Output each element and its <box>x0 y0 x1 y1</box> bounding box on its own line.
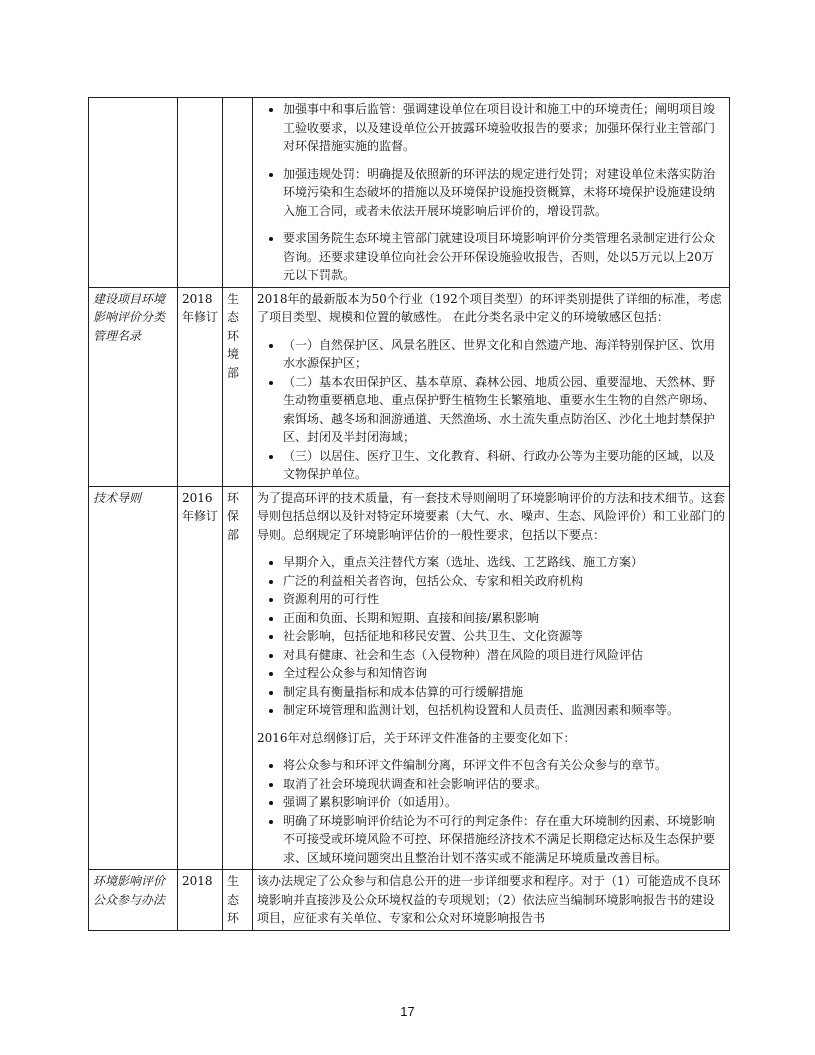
bullet-list <box>257 756 725 867</box>
list-item: • 早期介入，重点关注替代方案（选址、选线、工艺路线、施工方案） <box>283 553 725 572</box>
list-item: • 加强违规处罚：明确提及依照新的环评法的规定进行处罚；对建设单位未落实防治环境污染和生态破坏的措施以及环境保护设施投资概算，未将环境保护设施建设纳入施工合同，或者未依法开展环境影响后评价的，增设罚款。 <box>283 165 725 221</box>
bullet-list <box>257 336 725 484</box>
regulation-title <box>89 98 178 288</box>
table-row <box>89 287 730 486</box>
content-intro: 为了提高环评的技术质量，有一套技术导则阐明了环境影响评价的方法和技术细节。这套导则包括总纲以及针对特定环境要素（大气、水、噪声、生态、风险评价）和工业部门的导则。总纲规定了环境影响评估价的一般性要求，包括以下要点： <box>257 490 726 542</box>
list-item: • 全过程公众参与和知情咨询 <box>283 664 725 683</box>
regulation-agency <box>223 98 253 288</box>
table-row <box>89 486 730 870</box>
table-row <box>89 870 730 931</box>
regulation-content <box>253 870 730 931</box>
regulation-agency: 生态环境部 <box>223 287 253 486</box>
list-item: • 强调了累积影响评价（如适用）。 <box>283 793 725 812</box>
list-item: • 加强事中和事后监管：强调建设单位在项目设计和施工中的环境责任；阐明项目竣工验收要求，以及建设单位公开披露环境验收报告的要求；加强环保行业主管部门对环保措施实施的监督。 <box>283 100 725 156</box>
regulation-agency: 环保部 <box>223 486 253 870</box>
list-item: • 取消了社会环境现状调查和社会影响评估的要求。 <box>283 775 725 794</box>
bullet-list <box>257 100 725 285</box>
list-item: • 社会影响，包括征地和移民安置、公共卫生、文化资源等 <box>283 627 725 646</box>
list-item: • （一）自然保护区、风景名胜区、世界文化和自然遗产地、海洋特别保护区、饮用水水源保护区； <box>283 336 725 373</box>
regulation-year <box>178 98 223 288</box>
list-item: • 对具有健康、社会和生态（入侵物种）潜在风险的项目进行风险评估 <box>283 646 725 665</box>
regulation-content <box>253 98 730 288</box>
content-intro: 2018年的最新版本为50个行业（192个项目类型）的环评类别提供了详细的标准，考虑了项目类型、规模和位置的敏感性。 在此分类名录中定义的环境敏感区包括： <box>257 291 722 324</box>
regulation-title: 环境影响评价公众参与办法 <box>89 870 178 931</box>
list-item: • （三）以居住、医疗卫生、文化教育、科研、行政办公等为主要功能的区域，以及文物保护单位。 <box>283 447 725 484</box>
bullet-list <box>257 553 725 720</box>
list-item: • （二）基本农田保护区、基本草原、森林公园、地质公园、重要湿地、天然林、野生动物重要栖息地、重点保护野生植物生长繁殖地、重要水生生物的自然产卵场、索饵场、越冬场和洄游通道、天然渔场、水土流失重点防治区、沙化土地封禁保护区、封闭及半封闭海域； <box>283 373 725 447</box>
list-item: • 制定环境管理和监测计划，包括机构设置和人员责任、监测因素和频率等。 <box>283 701 725 720</box>
regulation-content <box>253 486 730 870</box>
regulation-content <box>253 287 730 486</box>
list-item: • 将公众参与和环评文件编制分离，环评文件不包含有关公众参与的章节。 <box>283 756 725 775</box>
table-row <box>89 98 730 288</box>
page-number: 17 <box>400 1004 415 1019</box>
regulation-year: 2016年修订 <box>178 486 223 870</box>
content-paragraph: 2016年对总纲修订后，关于环评文件准备的主要变化如下： <box>257 730 576 745</box>
list-item: • 要求国务院生态环境主管部门就建设项目环境影响评价分类管理名录制定进行公众咨询。还要求建设单位向社会公开环保设施验收报告，否则，处以5万元以上20万元以下罚款。 <box>283 229 725 285</box>
regulation-year: 2018 <box>178 870 223 931</box>
list-item: • 广泛的利益相关者咨询，包括公众、专家和相关政府机构 <box>283 572 725 591</box>
regulation-table <box>88 97 730 931</box>
list-item: • 资源利用的可行性 <box>283 590 725 609</box>
list-item: • 制定具有衡量指标和成本估算的可行缓解措施 <box>283 683 725 702</box>
regulation-title: 技术导则 <box>89 486 178 870</box>
content-intro: 该办法规定了公众参与和信息公开的进一步详细要求和程序。对于（1）可能造成不良环境影响并直接涉及公众环境权益的专项规划；（2）依法应当编制环境影响报告书的建设项目，应征求有关单位、专家和公众对环境影响报告书 <box>257 874 721 925</box>
regulation-title: 建设项目环境影响评价分类管理名录 <box>89 287 178 486</box>
list-item: • 明确了环境影响评价结论为不可行的判定条件：存在重大环境制约因素、环境影响不可接受或环境风险不可控、环保措施经济技术不满足长期稳定达标及生态保护要求、区域环境问题突出且整治计划不落实或不能满足环境质量改善目标。 <box>283 812 725 868</box>
list-item: • 正面和负面、长期和短期、直接和间接/累积影响 <box>283 609 725 628</box>
regulation-agency: 生态环 <box>223 870 253 931</box>
regulation-year: 2018年修订 <box>178 287 223 486</box>
